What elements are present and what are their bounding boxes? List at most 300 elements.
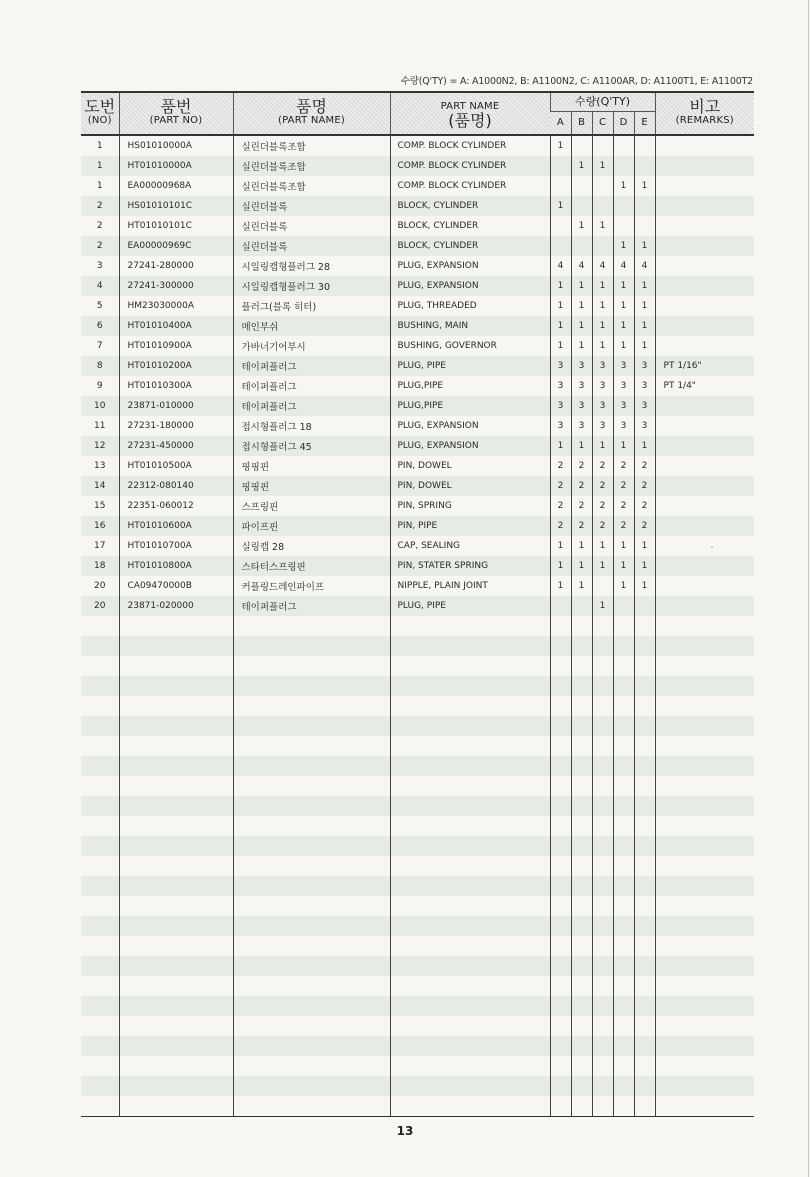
row-remarks — [655, 776, 754, 796]
table-row-empty — [81, 736, 754, 756]
row-qty-c: 1 — [592, 536, 613, 556]
row-qty-e: 2 — [634, 496, 655, 516]
row-qty-b — [571, 135, 592, 156]
row-qty-d — [613, 1096, 634, 1117]
row-part-name-en: PLUG,PIPE — [390, 376, 550, 396]
row-qty-c: 1 — [592, 216, 613, 236]
row-qty-c: 1 — [592, 556, 613, 576]
row-no — [81, 836, 119, 856]
row-qty-c — [592, 756, 613, 776]
row-qty-b: 2 — [571, 516, 592, 536]
row-qty-e — [634, 1036, 655, 1056]
row-qty-a: 1 — [550, 336, 571, 356]
row-part-name-en — [390, 856, 550, 876]
row-qty-d: 2 — [613, 456, 634, 476]
row-qty-b — [571, 956, 592, 976]
row-qty-d: 1 — [613, 556, 634, 576]
row-qty-e — [634, 696, 655, 716]
row-qty-b: 4 — [571, 256, 592, 276]
row-part-name-ko — [233, 916, 390, 936]
row-no — [81, 1016, 119, 1036]
row-part-name-en: NIPPLE, PLAIN JOINT — [390, 576, 550, 596]
row-qty-e — [634, 616, 655, 636]
row-part-no: HS01010000A — [119, 135, 233, 156]
row-part-name-ko — [233, 896, 390, 916]
row-qty-c — [592, 936, 613, 956]
page-number: 13 — [396, 1124, 414, 1138]
row-remarks — [655, 135, 754, 156]
row-no: 1 — [96, 141, 103, 151]
row-qty-e: 1 — [634, 316, 655, 336]
row-part-no: 23871-010000 — [119, 396, 233, 416]
row-remarks — [655, 276, 754, 296]
row-qty-a — [550, 816, 571, 836]
row-qty-e — [634, 756, 655, 776]
row-qty-c: 2 — [592, 496, 613, 516]
row-part-name-en — [390, 956, 550, 976]
row-part-name-ko: 접시형플러그 45 — [233, 436, 390, 456]
row-remarks — [655, 316, 754, 336]
row-remarks — [655, 876, 754, 896]
row-qty-d: 1 — [613, 276, 634, 296]
row-qty-c: 1 — [592, 336, 613, 356]
row-qty-a — [550, 936, 571, 956]
row-no: 18 — [81, 556, 119, 576]
row-part-name-ko: 메인부쉬 — [233, 316, 390, 336]
row-part-name-en: BLOCK, CYLINDER — [390, 236, 550, 256]
row-qty-d — [613, 196, 634, 216]
row-qty-e — [634, 816, 655, 836]
row-qty-b: 1 — [571, 296, 592, 316]
row-qty-c — [592, 836, 613, 856]
row-part-name-ko: 가바너기어부시 — [233, 336, 390, 356]
header-part-name-en-ko: (품명) — [448, 110, 492, 130]
row-qty-b: 1 — [571, 276, 592, 296]
row-remarks — [655, 176, 754, 196]
row-qty-c — [592, 196, 613, 216]
row-no: 20 — [81, 596, 119, 616]
row-part-name-en: PIN, PIPE — [390, 516, 550, 536]
row-part-name-ko: 실린더블록 — [233, 196, 390, 216]
row-qty-b: 1 — [571, 436, 592, 456]
row-part-name-en: PLUG, EXPANSION — [390, 436, 550, 456]
row-qty-d — [613, 636, 634, 656]
row-qty-d — [613, 135, 634, 156]
row-remarks — [655, 656, 754, 676]
header-remarks-ko: 비고 — [689, 96, 721, 116]
row-qty-b — [571, 796, 592, 816]
row-part-no — [119, 816, 233, 836]
row-qty-e: 1 — [634, 556, 655, 576]
row-qty-b: 1 — [571, 536, 592, 556]
row-qty-a — [550, 656, 571, 676]
header-qty-d: D — [613, 112, 634, 136]
row-qty-d — [613, 896, 634, 916]
row-part-no: HS01010101C — [119, 196, 233, 216]
row-no: 10 — [81, 396, 119, 416]
row-qty-d: 2 — [613, 476, 634, 496]
row-part-no — [119, 736, 233, 756]
row-part-name-ko — [233, 676, 390, 696]
row-qty-c — [592, 1096, 613, 1117]
row-qty-e — [634, 916, 655, 936]
row-qty-b — [571, 916, 592, 936]
row-part-no: 22351-060012 — [119, 496, 233, 516]
row-qty-c: 3 — [592, 416, 613, 436]
row-part-no — [119, 676, 233, 696]
row-remarks — [655, 756, 754, 776]
row-qty-c: 3 — [592, 396, 613, 416]
row-remarks — [655, 196, 754, 216]
table-row-empty — [81, 936, 754, 956]
row-qty-c — [592, 636, 613, 656]
row-qty-e: 2 — [634, 516, 655, 536]
row-qty-a — [550, 736, 571, 756]
row-part-name-en — [390, 636, 550, 656]
row-part-no — [119, 776, 233, 796]
row-no — [81, 716, 119, 736]
row-qty-e: 1 — [634, 176, 655, 196]
table-header — [81, 92, 754, 135]
row-qty-d: 4 — [613, 256, 634, 276]
row-part-name-ko — [233, 616, 390, 636]
row-qty-c: 4 — [592, 256, 613, 276]
row-qty-e: 2 — [634, 476, 655, 496]
row-remarks — [655, 1096, 754, 1117]
row-qty-c: 2 — [592, 476, 613, 496]
row-qty-c — [592, 656, 613, 676]
quantity-legend: 수량(Q'TY) = A: A1000N2, B: A1100N2, C: A1100AR, D: A1100T1, E: A1100T2 — [400, 76, 753, 87]
row-part-name-en: PLUG, PIPE — [390, 356, 550, 376]
row-qty-e — [634, 1076, 655, 1096]
row-part-name-en: PIN, SPRING — [390, 496, 550, 516]
row-qty-d: 2 — [613, 516, 634, 536]
row-part-name-ko: 실린더블록조합 — [233, 156, 390, 176]
row-part-no: HT01010500A — [119, 456, 233, 476]
row-part-name-ko: 핑핑핀 — [233, 476, 390, 496]
header-part-no — [119, 92, 233, 135]
row-part-no: HT01010900A — [119, 336, 233, 356]
row-qty-b — [571, 976, 592, 996]
row-part-name-ko — [233, 636, 390, 656]
row-qty-a — [550, 636, 571, 656]
table-row — [81, 516, 754, 536]
row-qty-c — [592, 135, 613, 156]
row-remarks — [655, 956, 754, 976]
row-qty-b — [571, 816, 592, 836]
table-row — [81, 596, 754, 616]
row-part-name-en: PLUG, EXPANSION — [390, 276, 550, 296]
row-qty-d — [613, 596, 634, 616]
row-qty-e: 1 — [634, 336, 655, 356]
row-remarks — [655, 516, 754, 536]
row-part-name-en — [390, 716, 550, 736]
table-row — [81, 556, 754, 576]
header-part-name-en-label: PART NAME — [440, 100, 500, 112]
row-part-name-ko: 테이퍼플러그 — [233, 596, 390, 616]
row-qty-c — [592, 896, 613, 916]
row-part-name-en — [390, 616, 550, 636]
row-qty-a: 1 — [550, 556, 571, 576]
row-part-no — [119, 996, 233, 1016]
row-part-no: HT01010600A — [119, 516, 233, 536]
row-part-no: CA09470000B — [119, 576, 233, 596]
table-row — [81, 416, 754, 436]
table-row — [81, 156, 754, 176]
row-part-name-ko — [233, 716, 390, 736]
row-no — [81, 976, 119, 996]
header-remarks — [655, 92, 754, 135]
row-no — [81, 956, 119, 976]
row-qty-a: 1 — [550, 436, 571, 456]
row-qty-d — [613, 916, 634, 936]
row-part-no — [119, 1056, 233, 1076]
row-part-name-en — [390, 936, 550, 956]
row-qty-b — [571, 656, 592, 676]
row-qty-e — [634, 876, 655, 896]
row-qty-e — [634, 135, 655, 156]
row-qty-a — [550, 676, 571, 696]
row-part-name-en — [390, 776, 550, 796]
row-qty-d — [613, 656, 634, 676]
row-part-no: HT01010300A — [119, 376, 233, 396]
row-qty-d: 1 — [613, 576, 634, 596]
row-no: 3 — [96, 261, 103, 271]
row-part-name-ko: 커플링드레인파이프 — [233, 576, 390, 596]
row-no: 2 — [96, 221, 103, 231]
row-part-no: HT01010200A — [119, 356, 233, 376]
row-qty-b — [571, 856, 592, 876]
table-row — [81, 135, 754, 156]
row-qty-b — [571, 776, 592, 796]
row-part-no: 27231-450000 — [119, 436, 233, 456]
row-qty-b — [571, 696, 592, 716]
table-row — [81, 496, 754, 516]
row-qty-d: 3 — [613, 416, 634, 436]
row-qty-c: 3 — [592, 356, 613, 376]
table-row — [81, 236, 754, 256]
table-row-empty — [81, 856, 754, 876]
row-qty-d: 1 — [613, 316, 634, 336]
row-part-name-en: COMP. BLOCK CYLINDER — [390, 176, 550, 196]
table-row-empty — [81, 916, 754, 936]
row-qty-a — [550, 916, 571, 936]
row-no — [81, 656, 119, 676]
row-part-name-ko: 핑핑핀 — [233, 456, 390, 476]
row-qty-d — [613, 616, 634, 636]
row-part-name-en — [390, 796, 550, 816]
row-part-name-en — [390, 736, 550, 756]
row-qty-b — [571, 836, 592, 856]
row-no — [81, 756, 119, 776]
table-row-empty — [81, 796, 754, 816]
row-qty-a — [550, 836, 571, 856]
row-qty-e — [634, 156, 655, 176]
row-remarks — [655, 636, 754, 656]
row-qty-d — [613, 956, 634, 976]
row-remarks — [655, 736, 754, 756]
row-qty-e — [634, 856, 655, 876]
header-part-no-ko: 품번 — [160, 96, 192, 116]
row-part-name-ko — [233, 656, 390, 676]
row-qty-a — [550, 976, 571, 996]
row-no: 4 — [81, 276, 119, 296]
row-qty-a: 1 — [550, 196, 571, 216]
row-part-name-ko — [233, 956, 390, 976]
row-qty-a — [550, 1036, 571, 1056]
row-part-no — [119, 1036, 233, 1056]
row-qty-b — [571, 1056, 592, 1076]
row-part-name-en — [390, 816, 550, 836]
row-qty-b: 1 — [571, 216, 592, 236]
row-remarks — [655, 396, 754, 416]
row-qty-c — [592, 716, 613, 736]
header-no — [81, 92, 119, 135]
row-no: 7 — [96, 341, 103, 351]
row-qty-e — [634, 896, 655, 916]
row-qty-c: 2 — [592, 456, 613, 476]
row-part-no — [119, 956, 233, 976]
row-part-name-en — [390, 1016, 550, 1036]
row-qty-e — [634, 836, 655, 856]
row-qty-b: 1 — [571, 316, 592, 336]
row-qty-b: 1 — [571, 336, 592, 356]
row-part-name-ko — [233, 876, 390, 896]
row-qty-e: 3 — [634, 416, 655, 436]
row-qty-a: 1 — [550, 576, 571, 596]
table-row-empty — [81, 836, 754, 856]
row-qty-a — [550, 696, 571, 716]
table-row-empty — [81, 996, 754, 1016]
row-remarks — [655, 836, 754, 856]
row-no: 16 — [81, 516, 119, 536]
row-part-no — [119, 1076, 233, 1096]
row-part-name-ko: 스프링핀 — [233, 496, 390, 516]
row-qty-e — [634, 776, 655, 796]
row-part-no: HT01010400A — [119, 316, 233, 336]
row-qty-b — [571, 196, 592, 216]
row-part-no: HT01010800A — [119, 556, 233, 576]
table-body — [81, 135, 754, 1117]
row-remarks — [655, 816, 754, 836]
row-remarks — [655, 796, 754, 816]
row-qty-c: 1 — [592, 296, 613, 316]
row-part-name-ko: 테이퍼플러그 — [233, 396, 390, 416]
row-no — [81, 816, 119, 836]
header-qty-b: B — [571, 112, 592, 136]
row-qty-b — [571, 1096, 592, 1117]
row-part-name-en: PLUG, PIPE — [390, 596, 550, 616]
row-qty-b — [571, 936, 592, 956]
row-part-name-ko — [233, 856, 390, 876]
row-no — [81, 676, 119, 696]
row-qty-e — [634, 996, 655, 1016]
row-remarks: PT 1/4" — [655, 376, 754, 396]
table-row — [81, 276, 754, 296]
row-part-name-ko — [233, 976, 390, 996]
row-no: 11 — [94, 421, 106, 431]
row-qty-b — [571, 676, 592, 696]
row-part-no — [119, 636, 233, 656]
row-qty-d — [613, 1036, 634, 1056]
row-qty-c — [592, 616, 613, 636]
table-row — [81, 356, 754, 376]
row-part-name-ko: 접시형플러그 18 — [233, 416, 390, 436]
row-no: 1 — [81, 156, 119, 176]
row-qty-e — [634, 1016, 655, 1036]
row-qty-d — [613, 156, 634, 176]
row-part-name-ko — [233, 1056, 390, 1076]
row-qty-a: 2 — [550, 476, 571, 496]
row-part-name-ko — [233, 836, 390, 856]
row-no — [81, 1036, 119, 1056]
row-qty-c — [592, 576, 613, 596]
row-qty-b — [571, 1076, 592, 1096]
row-qty-e: 1 — [634, 296, 655, 316]
row-no: 2 — [81, 196, 119, 216]
row-qty-e: 1 — [634, 536, 655, 556]
row-qty-c — [592, 796, 613, 816]
row-part-no — [119, 656, 233, 676]
row-part-name-en: PLUG, THREADED — [390, 296, 550, 316]
header-qty-a: A — [550, 112, 571, 136]
row-remarks — [655, 1016, 754, 1036]
row-part-no — [119, 716, 233, 736]
row-qty-b — [571, 596, 592, 616]
row-part-name-ko: 실린더블록조합 — [233, 135, 390, 156]
row-qty-b: 1 — [571, 576, 592, 596]
row-qty-d: 1 — [613, 296, 634, 316]
row-remarks — [655, 416, 754, 436]
row-qty-c: 1 — [592, 156, 613, 176]
row-part-no — [119, 1096, 233, 1117]
table-row-empty — [81, 776, 754, 796]
row-qty-b: 2 — [571, 456, 592, 476]
row-part-no — [119, 616, 233, 636]
row-remarks — [655, 896, 754, 916]
row-part-name-en — [390, 996, 550, 1016]
table-row — [81, 476, 754, 496]
row-part-name-en — [390, 916, 550, 936]
row-no — [81, 916, 119, 936]
scan-speck — [711, 546, 713, 548]
row-qty-b — [571, 616, 592, 636]
table-row-empty — [81, 756, 754, 776]
row-qty-a — [550, 896, 571, 916]
row-qty-a: 4 — [550, 256, 571, 276]
table-row-empty — [81, 976, 754, 996]
row-qty-b: 3 — [571, 376, 592, 396]
table-row — [81, 456, 754, 476]
table-row-empty — [81, 876, 754, 896]
row-qty-c — [592, 676, 613, 696]
header-qty-c: C — [592, 112, 613, 136]
row-remarks — [655, 1076, 754, 1096]
row-qty-d — [613, 1016, 634, 1036]
table-row — [81, 576, 754, 596]
row-part-name-en — [390, 696, 550, 716]
row-no: 13 — [94, 461, 106, 471]
row-qty-a: 3 — [550, 376, 571, 396]
row-no: 6 — [81, 316, 119, 336]
row-qty-e — [634, 976, 655, 996]
row-no: 2 — [81, 236, 119, 256]
table-row-empty — [81, 896, 754, 916]
row-qty-b — [571, 756, 592, 776]
row-qty-e: 3 — [634, 356, 655, 376]
table-row-empty — [81, 636, 754, 656]
row-qty-d: 3 — [613, 356, 634, 376]
